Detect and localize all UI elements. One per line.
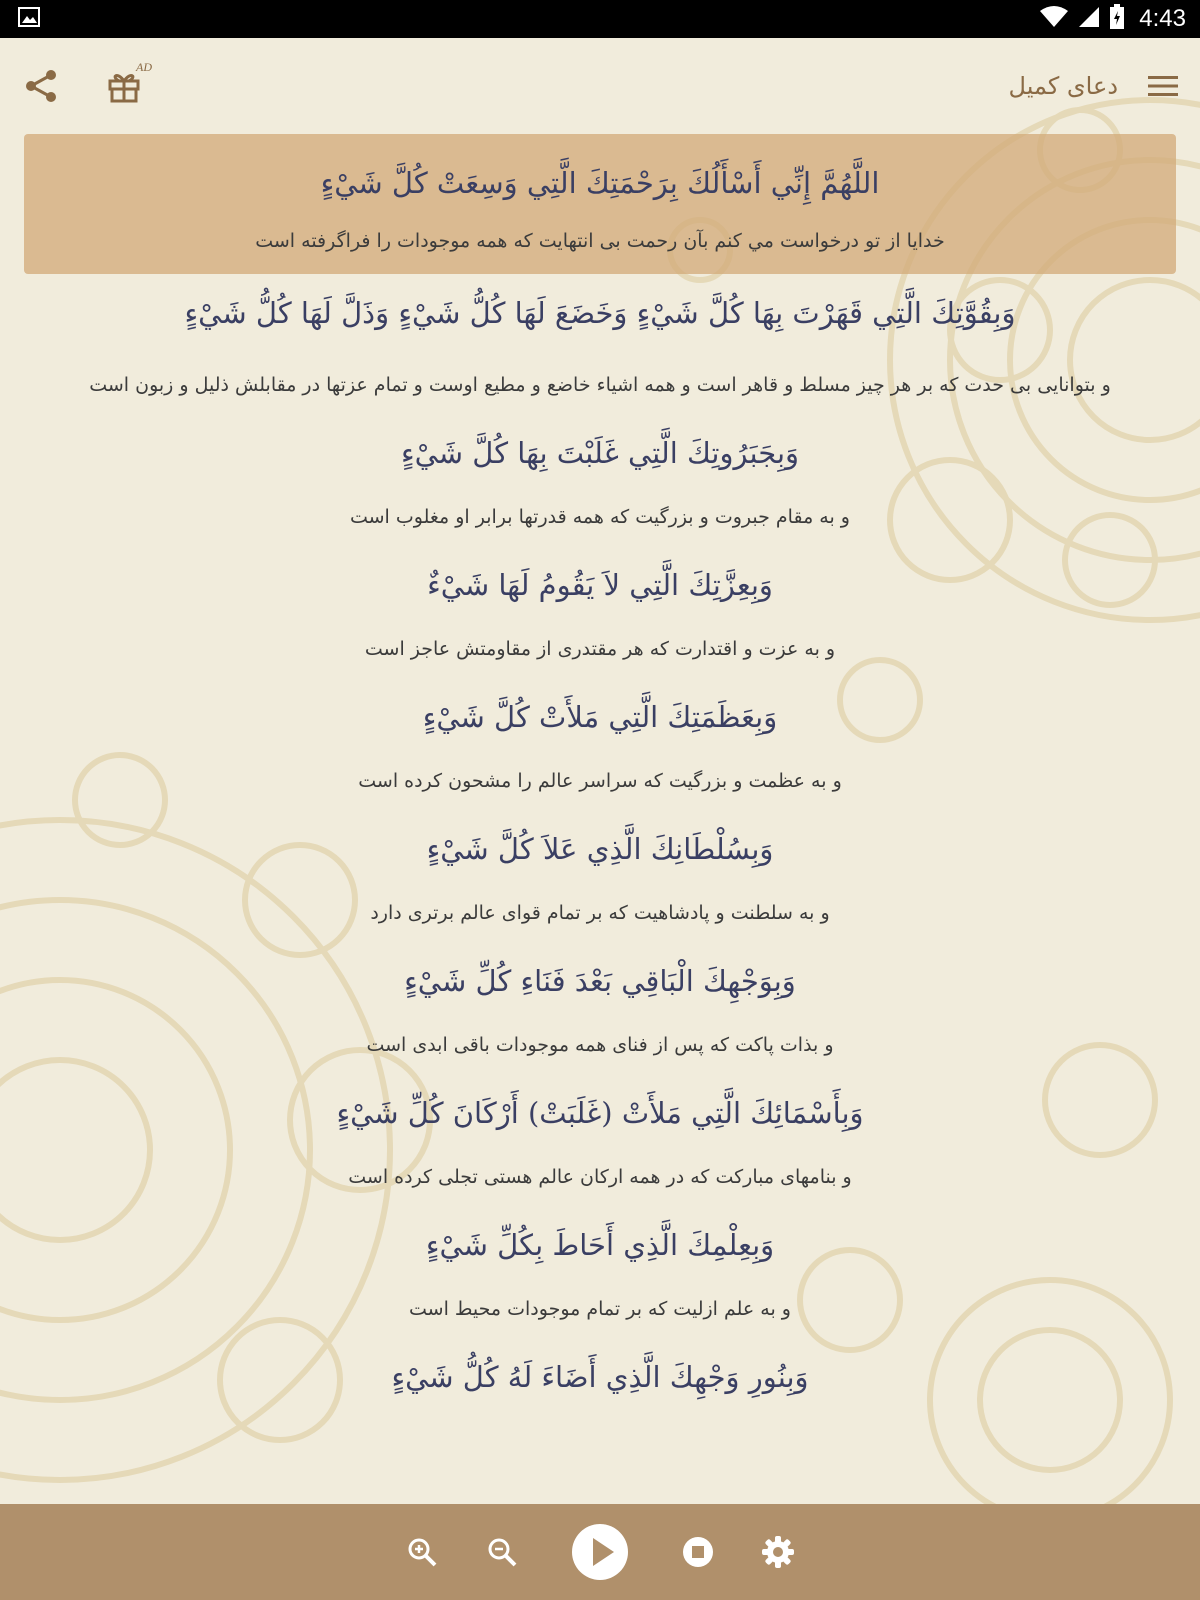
verse-item-8[interactable] (0, 1080, 1200, 1212)
verse-arabic: وَبِعِلْمِكَ الَّذِي أَحَاطَ بِكُلِّ شَيْءٍ (425, 1228, 775, 1262)
verse-translation: و به سلطنت و پادشاهیت که بر تمام قوای عالم برتری دارد (370, 902, 830, 924)
verse-item-4[interactable] (0, 552, 1200, 684)
verse-arabic: وَبِقُوَّتِكَ الَّتِي قَهَرْتَ بِهَا كُلَّ شَيْءٍ وَخَضَعَ لَهَا كُلُّ شَيْءٍ وَذَلَّ لَهَا كُلُّ شَيْءٍ (184, 296, 1016, 330)
verse-translation: و به مقام جبروت و بزرگیت که همه قدرتها برابر او مغلوب است (349, 506, 850, 528)
zoom-in-icon[interactable] (382, 1512, 462, 1592)
stop-icon[interactable] (658, 1512, 738, 1592)
verse-item-9[interactable] (0, 1212, 1200, 1344)
wifi-icon (1039, 5, 1069, 33)
verse-item-2[interactable] (0, 274, 1200, 420)
prayer-content[interactable] (0, 134, 1200, 1504)
verse-arabic: وَبِوَجْهِكَ الْبَاقِي بَعْدَ فَنَاءِ كُلِّ شَيْءٍ (404, 964, 796, 998)
verse-arabic: وَبِسُلْطَانِكَ الَّذِي عَلاَ كُلَّ شَيْءٍ (426, 832, 774, 866)
zoom-out-icon[interactable] (462, 1512, 542, 1592)
settings-icon[interactable] (738, 1512, 818, 1592)
signal-icon (1077, 5, 1101, 33)
share-icon[interactable] (24, 69, 58, 103)
verse-item-10[interactable] (0, 1344, 1200, 1406)
status-time: 4:43 (1139, 5, 1186, 32)
verse-item-6[interactable] (0, 816, 1200, 948)
verse-translation: و به عزت و اقتدارت که هر مقتدری از مقاومتش عاجز است (364, 638, 836, 660)
verse-translation: خدایا از تو درخواست مي كنم بآن رحمت بی انتهایت که همه موجودات را فراگرفته است (255, 230, 945, 252)
verse-translation: و بتوانایی بی حدت که بر هر چیز مسلط و قاهر است و همه اشیاء خاضع و مطیع اوست و تمام عزتها در مقابلش ذلیل و زبون است (89, 374, 1111, 396)
verse-item-1[interactable] (24, 134, 1176, 274)
verse-arabic: اللَّهُمَّ إِنِّي أَسْأَلُكَ بِرَحْمَتِكَ الَّتِي وَسِعَتْ كُلَّ شَيْءٍ (320, 166, 880, 200)
verse-item-7[interactable] (0, 948, 1200, 1080)
verse-arabic: وَبِعِزَّتِكَ الَّتِي لاَ يَقُومُ لَهَا شَيْءٌ (427, 568, 773, 602)
verse-item-5[interactable] (0, 684, 1200, 816)
menu-icon[interactable] (1148, 74, 1178, 98)
verse-translation: و به علم ازلیت که بر تمام موجودات محیط است (409, 1298, 791, 1320)
app-bar (0, 38, 1200, 134)
gift-ad-button[interactable] (98, 60, 152, 108)
status-bar (0, 0, 1200, 38)
image-icon (18, 6, 40, 32)
verse-item-3[interactable] (0, 420, 1200, 552)
verse-arabic: وَبِجَبَرُوتِكَ الَّتِي غَلَبْتَ بِهَا كُلَّ شَيْءٍ (400, 436, 800, 470)
verse-arabic: وَبِعَظَمَتِكَ الَّتِي مَلأَتْ كُلَّ شَيْءٍ (422, 700, 778, 734)
verse-translation: و به عظمت و بزرگیت که سراسر عالم را مشحون کرده است (358, 770, 842, 792)
verse-translation: و بنامهای مبارکت که در همه ارکان عالم هستی تجلی کرده است (348, 1166, 852, 1188)
play-icon[interactable] (542, 1512, 658, 1592)
verse-translation: و بذات پاکت که پس از فنای همه موجودات باقی ابدی است (366, 1034, 834, 1056)
verse-arabic: وَبِنُورِ وَجْهِكَ الَّذِي أَضَاءَ لَهُ كُلُّ شَيْءٍ (391, 1360, 809, 1394)
ad-badge: AD (136, 60, 152, 74)
battery-icon (1109, 4, 1125, 34)
playback-toolbar (0, 1504, 1200, 1600)
verse-arabic: وَبِأَسْمَائِكَ الَّتِي مَلأَتْ (غَلَبَتْ) أَرْكَانَ كُلِّ شَيْءٍ (336, 1096, 864, 1130)
page-title: دعای کمیل (1008, 72, 1118, 100)
